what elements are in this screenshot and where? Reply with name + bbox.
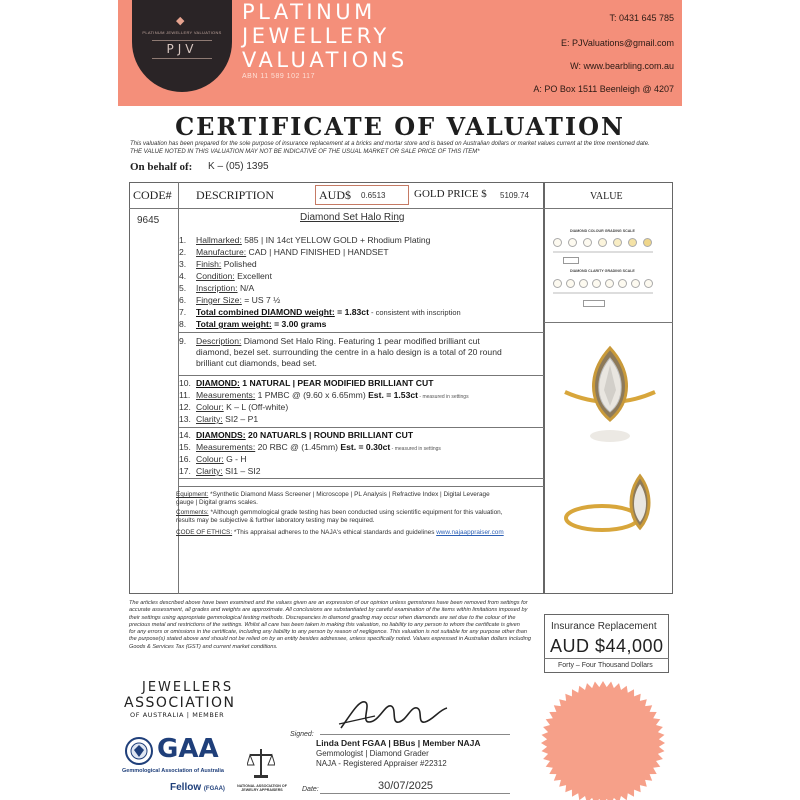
aud-value: 0.6513 <box>361 191 386 200</box>
valuation-date: 30/07/2025 <box>378 780 434 792</box>
ring-side-photo <box>562 470 667 540</box>
ring-band <box>566 506 638 530</box>
halo-diamonds-measurements: 15. Measurements: 20 RBC @ (1.45mm) Est. = 0.30ct - measured in settings <box>179 442 441 452</box>
brand-name: PLATINUM JEWELLERY VALUATIONS <box>242 0 408 72</box>
certificate-title: CERTIFICATE OF VALUATION <box>175 112 625 141</box>
signer-role: Gemmologist | Diamond Grader <box>316 749 429 758</box>
contact-email[interactable]: E: PJValuations@gmail.com <box>560 38 674 48</box>
logo-tagline: PLATINUM JEWELLERY VALUATIONS <box>142 30 222 35</box>
clarity-scale-title: DIAMOND CLARITY GRADING SCALE <box>570 269 635 273</box>
center-diamond-type: 10. DIAMOND: 1 NATURAL | PEAR MODIFIED BRILLIANT CUT <box>179 378 434 388</box>
signer-registration: NAJA - Registered Appraiser #22312 <box>316 759 447 768</box>
halo-diamonds-colour: 16. Colour: G - H <box>179 454 247 464</box>
diamond-icon: ◆ <box>176 15 185 27</box>
insurance-amount-words: Forty – Four Thousand Dollars <box>558 662 653 669</box>
signature-image <box>335 694 455 734</box>
spec-item: 3. Finish: Polished <box>179 259 257 269</box>
contact-website[interactable]: W: www.bearbling.com.au <box>570 61 674 71</box>
value-header: VALUE <box>590 191 623 202</box>
contact-address: A: PO Box 1511 Beenleigh @ 4207 <box>533 84 674 94</box>
gold-price-label: GOLD PRICE $ <box>414 188 487 200</box>
gold-price-value: 5109.74 <box>500 191 529 200</box>
fellow-label: Fellow (FGAA) <box>170 782 225 793</box>
abn-number: ABN 11 589 102 117 <box>242 73 315 80</box>
colour-scale-title: DIAMOND COLOUR GRADING SCALE <box>570 229 635 233</box>
gaa-emblem-icon <box>124 736 154 766</box>
item-code: 9645 <box>137 215 160 226</box>
gaa-full-name: Gemmological Association of Australia <box>122 768 224 774</box>
code-of-ethics-note: CODE OF ETHICS: *This appraisal adheres to the NAJA's ethical standards and guidelines www.najaappraiser.com <box>176 529 504 536</box>
contact-phone[interactable]: T: 0431 645 785 <box>609 13 674 23</box>
naja-logo-text: NATIONAL ASSOCIATION OF JEWELRY APPRAISERS <box>237 784 287 792</box>
spec-item: 2. Manufacture: CAD | HAND FINISHED | HANDSET <box>179 247 389 257</box>
pjv-logo <box>132 0 232 92</box>
spec-item: 6. Finger Size: = US 7 ½ <box>179 295 281 305</box>
total-diamond-weight: 7. Total combined DIAMOND weight: = 1.83ct - consistent with inscription <box>179 307 461 317</box>
gaa-logo-text: GAA <box>157 734 219 764</box>
insurance-label: Insurance Replacement <box>551 621 657 632</box>
on-behalf-value: K – (05) 1395 <box>208 161 269 172</box>
certificate-seal <box>540 680 666 800</box>
ring-reflection <box>590 430 630 442</box>
description-header: DESCRIPTION <box>196 188 275 202</box>
item-title: Diamond Set Halo Ring <box>300 212 405 223</box>
comments-note: Comments: *Although gemmological grade testing has been conducted using scientific equipment for this valuation, results may be subjective & further laboratory testing may be required. <box>176 509 503 524</box>
date-label: Date: <box>302 786 319 793</box>
naja-link[interactable]: www.najaappraiser.com <box>436 529 504 536</box>
legal-disclaimer: The articles described above have been examined and the values given are an expression of our opinion unless gemstones have been removed from settings for accurate assessment, all grades and weights are approximate. All conclusions are substantiated by careful examination of the items within limitations imposed by their settings using appropriate gemmological testing methods. Discrepancies in diamond grading may occur when diamonds are set due to the colour of the precious metal and restrictions of the settings. Whilst all care has been taken in making this valuation, no liability to any person to whom the certificate is given for any errors or omissions in the certificate, including any liability to any person by reason of negligence. This valuation is not suitable for any purpose other than the purpose(s) stated above and should not be relied on by an entity besides addressee, unless specifically noted. Values expressed in Australian dollars including Goods & Services Tax (GST) and current market conditions. <box>129 600 531 650</box>
center-diamond-measurements: 11. Measurements: 1 PMBC @ (9.60 x 6.65mm) Est. = 1.53ct - measured in settings <box>179 390 469 400</box>
jewellers-association-logo: JEWELLERS ASSOCIATION OF AUSTRALIA | MEMBER <box>124 680 236 719</box>
spec-item: 5. Inscription: N/A <box>179 283 255 293</box>
spec-item: 1. Hallmarked: 585 | IN 14ct YELLOW GOLD + Rhodium Plating <box>179 235 431 245</box>
center-diamond-clarity: 13. Clarity: SI2 – P1 <box>179 414 259 424</box>
ring-front-photo <box>560 340 660 450</box>
spec-item: 4. Condition: Excellent <box>179 271 272 281</box>
code-header: CODE# <box>133 188 172 202</box>
item-description: 9. Description: Diamond Set Halo Ring. Featuring 1 pear modified brilliant cut diamond, bezel set. surrounding the centre in a halo design is a total of 20 round brilliant cut diamonds, bead set. <box>179 336 502 368</box>
equipment-note: Equipment: *Synthetic Diamond Mass Screener | Microscope | PL Analysis | Refractive Index | Digital Leverage gauge | Digital grams scales. <box>176 491 490 506</box>
center-diamond-colour: 12. Colour: K – L (Off-white) <box>179 402 289 412</box>
naja-scales-icon <box>247 745 275 781</box>
seal-body <box>549 689 657 797</box>
valuation-disclaimer: This valuation has been prepared for the sole purpose of insurance replacement at a bricks and mortar store and is based on Australian dollars or market values current at the time mentioned date. THE VALUE NOTED IN THIS VALUATION MAY NOT BE INDICATIVE OF THE USUAL MARKET OR SALE PRICE OF THIS ITEM* <box>130 141 650 155</box>
logo-monogram: PJV <box>166 42 198 56</box>
signed-label: Signed: <box>290 731 314 738</box>
halo-diamonds-type: 14. DIAMONDS: 20 NATUARLS | ROUND BRILLIANT CUT <box>179 430 414 440</box>
halo-diamonds-clarity: 17. Clarity: SI1 – SI2 <box>179 466 261 476</box>
insurance-amount: AUD $44,000 <box>550 636 664 656</box>
header-banner <box>118 0 682 106</box>
aud-label: AUD$ <box>319 188 351 202</box>
on-behalf-label: On behalf of: <box>130 161 193 173</box>
signer-name: Linda Dent FGAA | BBus | Member NAJA <box>316 738 481 748</box>
total-gram-weight: 8. Total gram weight: = 3.00 grams <box>179 319 327 329</box>
